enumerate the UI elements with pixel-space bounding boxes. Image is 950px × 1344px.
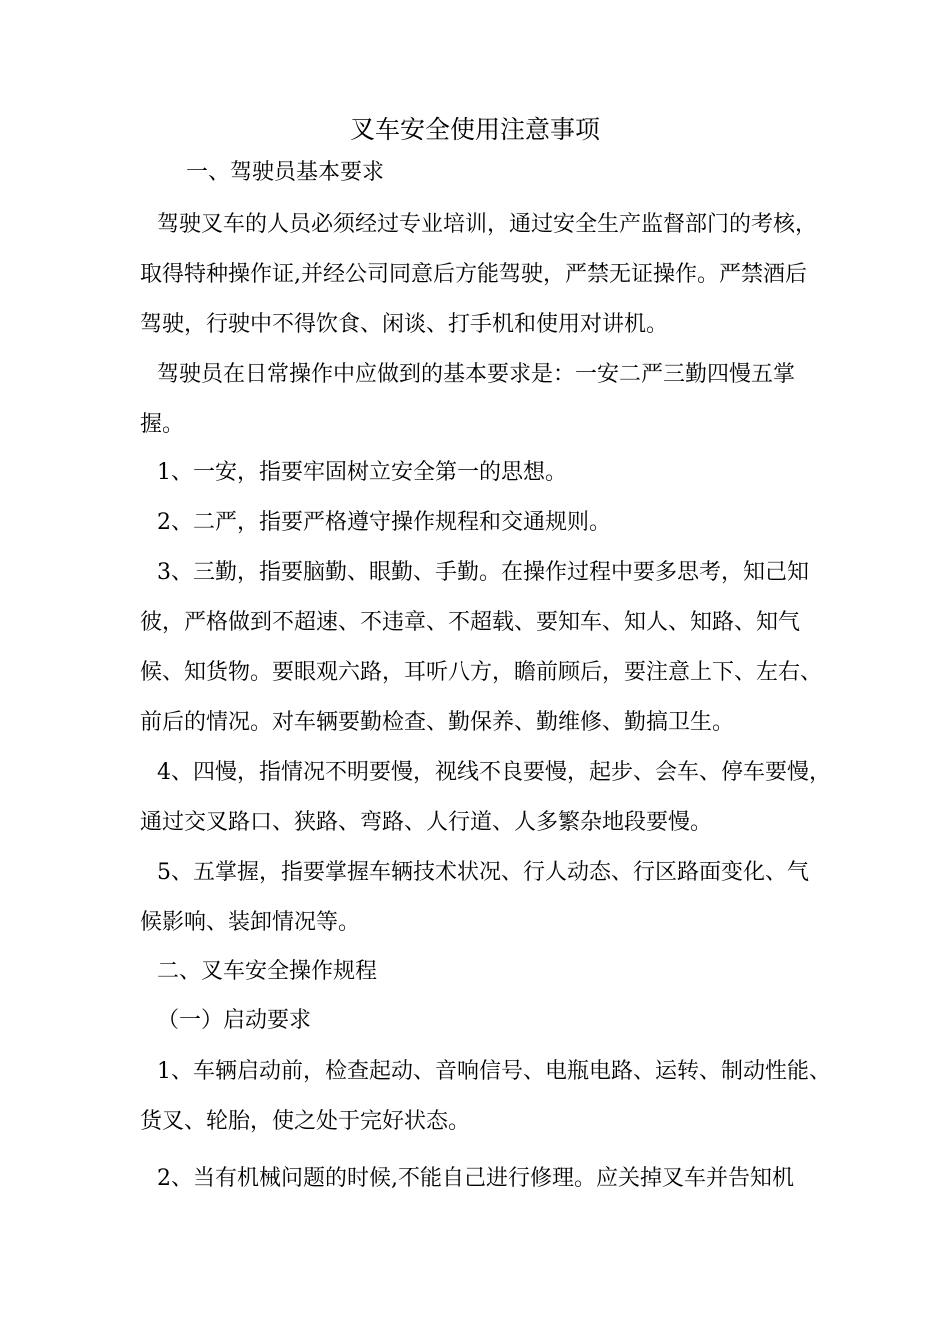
section-heading-1: 一、驾驶员基本要求 <box>186 160 385 185</box>
section-heading-2: 二、叉车安全操作规程 <box>157 959 378 984</box>
list-item: 2、当有机械问题的时候,不能自己进行修理。应关掉叉车并告知机 <box>157 1166 794 1191</box>
list-item: 5、五掌握，指要掌握车辆技术状况、行人动态、行区路面变化、气 <box>157 860 809 885</box>
paragraph-line: 握。 <box>140 412 185 437</box>
paragraph-line: 前后的情况。对车辆要勤检查、勤保养、勤维修、勤搞卫生。 <box>140 710 735 735</box>
list-item: 4、四慢，指情况不明要慢，视线不良要慢，起步、会车、停车要慢， <box>157 760 831 785</box>
paragraph-line: 彼，严格做到不超速、不违章、不超载、要知车、知人、知路、知气 <box>140 610 801 635</box>
paragraph-line: 候影响、装卸情况等。 <box>140 910 361 935</box>
subsection-heading: （一）启动要求 <box>157 1008 312 1033</box>
list-item: 2、二严，指要严格遵守操作规程和交通规则。 <box>157 510 611 535</box>
list-item: 1、一安，指要牢固树立安全第一的思想。 <box>157 460 567 485</box>
list-item: 3、三勤，指要脑勤、眼勤、手勤。在操作过程中要多思考，知己知 <box>157 560 809 585</box>
paragraph-line: 候、知货物。要眼观六路，耳听八方，瞻前顾后，要注意上下、左右、 <box>140 660 823 685</box>
document-title: 叉车安全使用注意事项 <box>349 115 600 144</box>
paragraph-line: 通过交叉路口、狭路、弯路、人行道、人多繁杂地段要慢。 <box>140 810 713 835</box>
paragraph-line: 取得特种操作证,并经公司同意后方能驾驶，严禁无证操作。严禁酒后 <box>140 262 807 287</box>
paragraph-line: 驾驶叉车的人员必须经过专业培训，通过安全生产监督部门的考核， <box>157 212 818 237</box>
paragraph-line: 驾驶，行驶中不得饮食、闲谈、打手机和使用对讲机。 <box>140 312 669 337</box>
paragraph-line: 货叉、轮胎，使之处于完好状态。 <box>140 1109 471 1134</box>
paragraph-line: 驾驶员在日常操作中应做到的基本要求是：一安二严三勤四慢五掌 <box>157 362 796 387</box>
list-item: 1、车辆启动前，检查起动、音响信号、电瓶电路、运转、制动性能、 <box>157 1059 831 1084</box>
